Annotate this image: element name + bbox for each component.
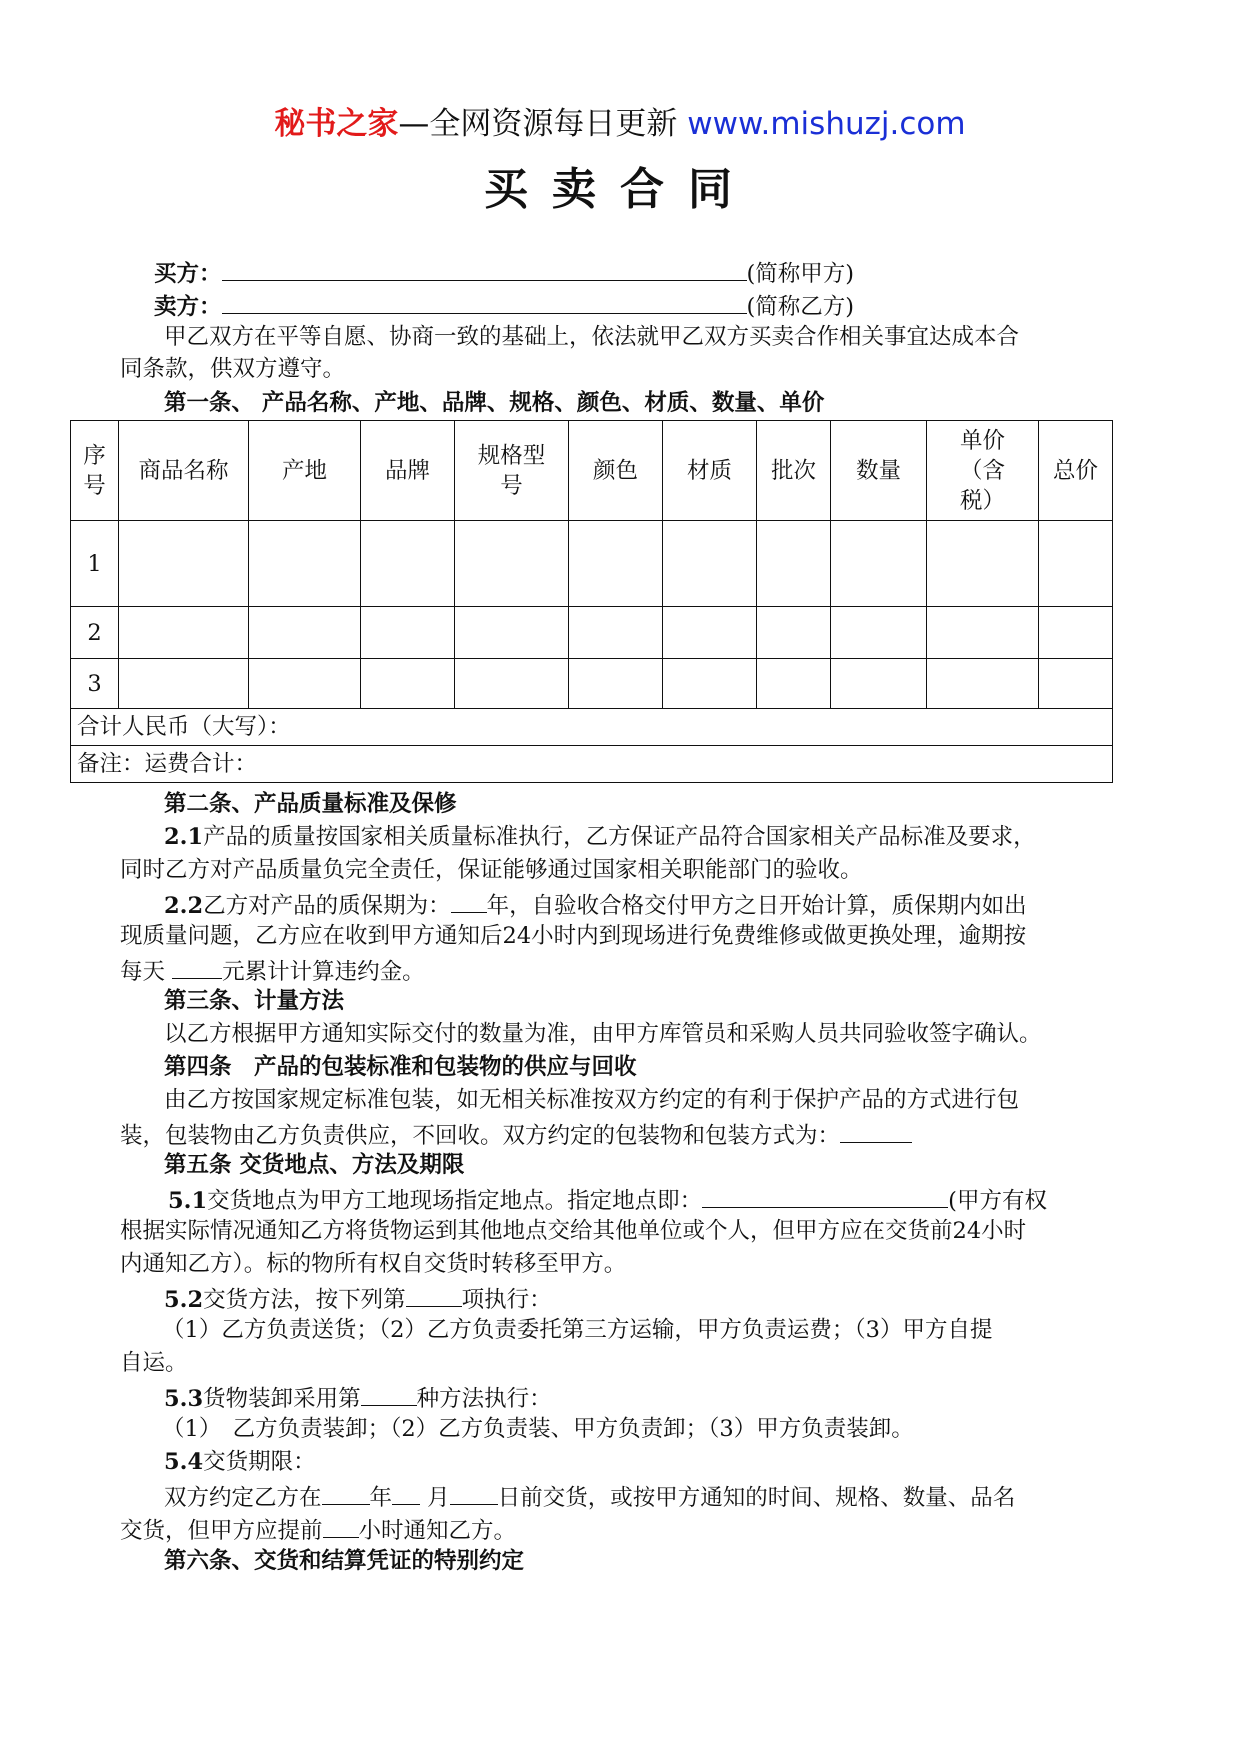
clause-5-1-line-2: 根据实际情况通知乙方将货物运到其他地点交给其他单位或个人，但甲方应在交货前24小时	[120, 1218, 1027, 1244]
loading-method-blank[interactable]	[361, 1381, 417, 1406]
table-cell[interactable]	[831, 659, 927, 709]
clause-text: 交货方法，按下列第	[203, 1287, 406, 1313]
table-header-row	[71, 421, 1113, 521]
clause-number: 2.2	[164, 893, 204, 919]
table-cell[interactable]	[119, 659, 249, 709]
banner-brand: 秘书之家	[274, 106, 399, 142]
clause-text: 项执行：	[461, 1287, 552, 1313]
clause-2-2-line-1	[164, 888, 1027, 921]
row-number: 3	[71, 659, 119, 709]
note-row	[71, 746, 1113, 783]
table-cell[interactable]	[569, 659, 663, 709]
buyer-line	[154, 256, 854, 289]
clause-number: 5.2	[164, 1287, 204, 1313]
table-cell[interactable]	[831, 607, 927, 659]
freight-note-cell[interactable]: 备注：运费合计：	[71, 746, 1113, 783]
clause-2-1-line-2: 同时乙方对产品质量负完全责任，保证能够通过国家相关职能部门的验收。	[120, 857, 863, 883]
table-cell[interactable]	[249, 521, 361, 607]
table-row	[71, 607, 1113, 659]
col-header-spec: 规格型 号	[455, 421, 569, 521]
article4-heading: 第四条 产品的包装标准和包装物的供应与回收	[164, 1054, 637, 1080]
clause-5-1-line-1	[168, 1183, 1047, 1216]
col-header-origin: 产地	[249, 421, 361, 521]
total-row	[71, 709, 1113, 746]
col-header-product: 商品名称	[119, 421, 249, 521]
warranty-years-blank[interactable]	[451, 888, 487, 913]
clause-5-2-line-3: 自运。	[120, 1350, 188, 1376]
article1-heading: 第一条、 产品名称、产地、品牌、规格、颜色、材质、数量、单价	[164, 390, 825, 416]
table-cell[interactable]	[249, 607, 361, 659]
clause-text: 种方法执行：	[416, 1386, 552, 1412]
table-cell[interactable]	[831, 521, 927, 607]
clause-text: 元累计计算违约金。	[222, 959, 425, 985]
banner-url[interactable]: www.mishuzj.com	[687, 106, 966, 142]
col-header-color: 颜色	[569, 421, 663, 521]
table-cell[interactable]	[757, 607, 831, 659]
clause-text: 交货，但甲方应提前	[120, 1518, 323, 1544]
clause-2-2-line-3	[120, 954, 425, 987]
buyer-suffix: (简称甲方)	[746, 261, 855, 287]
table-cell[interactable]	[663, 659, 757, 709]
delivery-location-blank[interactable]	[702, 1183, 948, 1208]
packaging-blank[interactable]	[840, 1118, 912, 1143]
delivery-month-blank[interactable]	[392, 1480, 420, 1505]
delivery-method-blank[interactable]	[406, 1282, 462, 1307]
clause-2-1-line-1	[164, 822, 1036, 852]
clause-text: 日前交货，或按甲方通知的时间、规格、数量、品名	[497, 1485, 1016, 1511]
delivery-year-blank[interactable]	[322, 1480, 370, 1505]
row-number: 1	[71, 521, 119, 607]
table-cell[interactable]	[927, 521, 1039, 607]
table-cell[interactable]	[927, 659, 1039, 709]
clause-5-4-line-2	[164, 1480, 1015, 1513]
article3-heading: 第三条、计量方法	[164, 988, 345, 1014]
clause-text: 货物装卸采用第	[203, 1386, 361, 1412]
article3-text: 以乙方根据甲方通知实际交付的数量为准，由甲方库管员和采购人员共同验收签字确认。	[164, 1021, 1042, 1047]
seller-suffix: (简称乙方)	[746, 294, 855, 320]
row-number: 2	[71, 607, 119, 659]
table-cell[interactable]	[663, 607, 757, 659]
clause-text: 产品的质量按国家相关质量标准执行，乙方保证产品符合国家相关产品标准及要求，	[203, 824, 1036, 850]
clause-text: 交货期限：	[203, 1449, 316, 1475]
clause-text: 每天	[120, 959, 173, 985]
table-cell[interactable]	[455, 521, 569, 607]
clause-5-4-line-3	[120, 1513, 516, 1546]
clause-5-3-line-2: （1） 乙方负责装卸；（2）乙方负责装、甲方负责卸；（3）甲方负责装卸。	[162, 1416, 914, 1442]
col-header-unit-price: 单价 （含 税）	[927, 421, 1039, 521]
total-rmb-cell[interactable]: 合计人民币（大写）：	[71, 709, 1113, 746]
col-header-total: 总价	[1039, 421, 1113, 521]
clause-text: 装，包装物由乙方负责供应，不回收。双方约定的包装物和包装方式为：	[120, 1123, 841, 1149]
seller-blank[interactable]	[222, 289, 747, 314]
table-cell[interactable]	[249, 659, 361, 709]
clause-text: 年，自验收合格交付甲方之日开始计算，质保期内如出	[486, 893, 1027, 919]
site-banner	[0, 104, 1240, 144]
table-cell[interactable]	[569, 607, 663, 659]
table-cell[interactable]	[663, 521, 757, 607]
clause-number: 5.1	[168, 1188, 208, 1214]
seller-label: 卖方：	[154, 294, 222, 320]
goods-table	[70, 420, 1113, 783]
buyer-label: 买方：	[154, 261, 222, 287]
table-cell[interactable]	[1039, 607, 1113, 659]
article5-heading: 第五条 交货地点、方法及期限	[164, 1152, 465, 1178]
table-cell[interactable]	[757, 659, 831, 709]
table-cell[interactable]	[119, 521, 249, 607]
article2-heading: 第二条、产品质量标准及保修	[164, 791, 457, 817]
table-cell[interactable]	[455, 659, 569, 709]
col-header-seq: 序 号	[71, 421, 119, 521]
clause-number: 2.1	[164, 824, 204, 850]
clause-5-2-line-2: （1）乙方负责送货；（2）乙方负责委托第三方运输，甲方负责运费；（3）甲方自提	[162, 1317, 993, 1343]
clause-number: 5.4	[164, 1449, 204, 1475]
seller-line	[154, 289, 854, 322]
col-header-quantity: 数量	[831, 421, 927, 521]
document-title: 买卖合同	[484, 164, 756, 215]
intro-line-2: 同条款，供双方遵守。	[120, 356, 346, 382]
clause-text: 年	[369, 1485, 393, 1511]
table-cell[interactable]	[1039, 521, 1113, 607]
clause-text: 双方约定乙方在	[164, 1485, 322, 1511]
article4-line-1: 由乙方按国家规定标准包装，如无相关标准按双方约定的有利于保护产品的方式进行包	[164, 1087, 1020, 1113]
table-row	[71, 521, 1113, 607]
col-header-material: 材质	[663, 421, 757, 521]
clause-2-2-line-2: 现质量问题，乙方应在收到甲方通知后24小时内到现场进行免费维修或做更换处理，逾期按	[120, 923, 1027, 949]
banner-tagline: —全网资源每日更新	[398, 106, 688, 142]
table-cell[interactable]	[119, 607, 249, 659]
table-cell[interactable]	[569, 521, 663, 607]
table-row	[71, 659, 1113, 709]
clause-text: (甲方有权	[948, 1188, 1047, 1214]
notice-hours-blank[interactable]	[323, 1513, 359, 1538]
clause-5-2-line-1	[164, 1282, 552, 1315]
clause-5-3-line-1	[164, 1381, 552, 1414]
intro-line-1: 甲乙双方在平等自愿、协商一致的基础上，依法就甲乙双方买卖合作相关事宜达成本合	[164, 324, 1020, 350]
table-cell[interactable]	[1039, 659, 1113, 709]
table-cell[interactable]	[361, 521, 455, 607]
clause-text: 月	[420, 1485, 450, 1511]
col-header-batch: 批次	[757, 421, 831, 521]
clause-text: 交货地点为甲方工地现场指定地点。指定地点即：	[207, 1188, 703, 1214]
article4-line-2	[120, 1118, 912, 1151]
clause-text: 乙方对产品的质保期为：	[203, 893, 451, 919]
table-cell[interactable]	[757, 521, 831, 607]
clause-text: 小时通知乙方。	[358, 1518, 517, 1544]
clause-number: 5.3	[164, 1386, 204, 1412]
penalty-amount-blank[interactable]	[172, 954, 222, 979]
delivery-day-blank[interactable]	[450, 1480, 498, 1505]
article6-heading: 第六条、交货和结算凭证的特别约定	[164, 1548, 525, 1574]
clause-5-1-line-3: 内通知乙方）。标的物所有权自交货时转移至甲方。	[120, 1251, 627, 1277]
buyer-blank[interactable]	[222, 256, 747, 281]
table-cell[interactable]	[927, 607, 1039, 659]
table-cell[interactable]	[361, 607, 455, 659]
clause-5-4-line-1	[164, 1447, 316, 1477]
col-header-brand: 品牌	[361, 421, 455, 521]
table-cell[interactable]	[455, 607, 569, 659]
table-cell[interactable]	[361, 659, 455, 709]
